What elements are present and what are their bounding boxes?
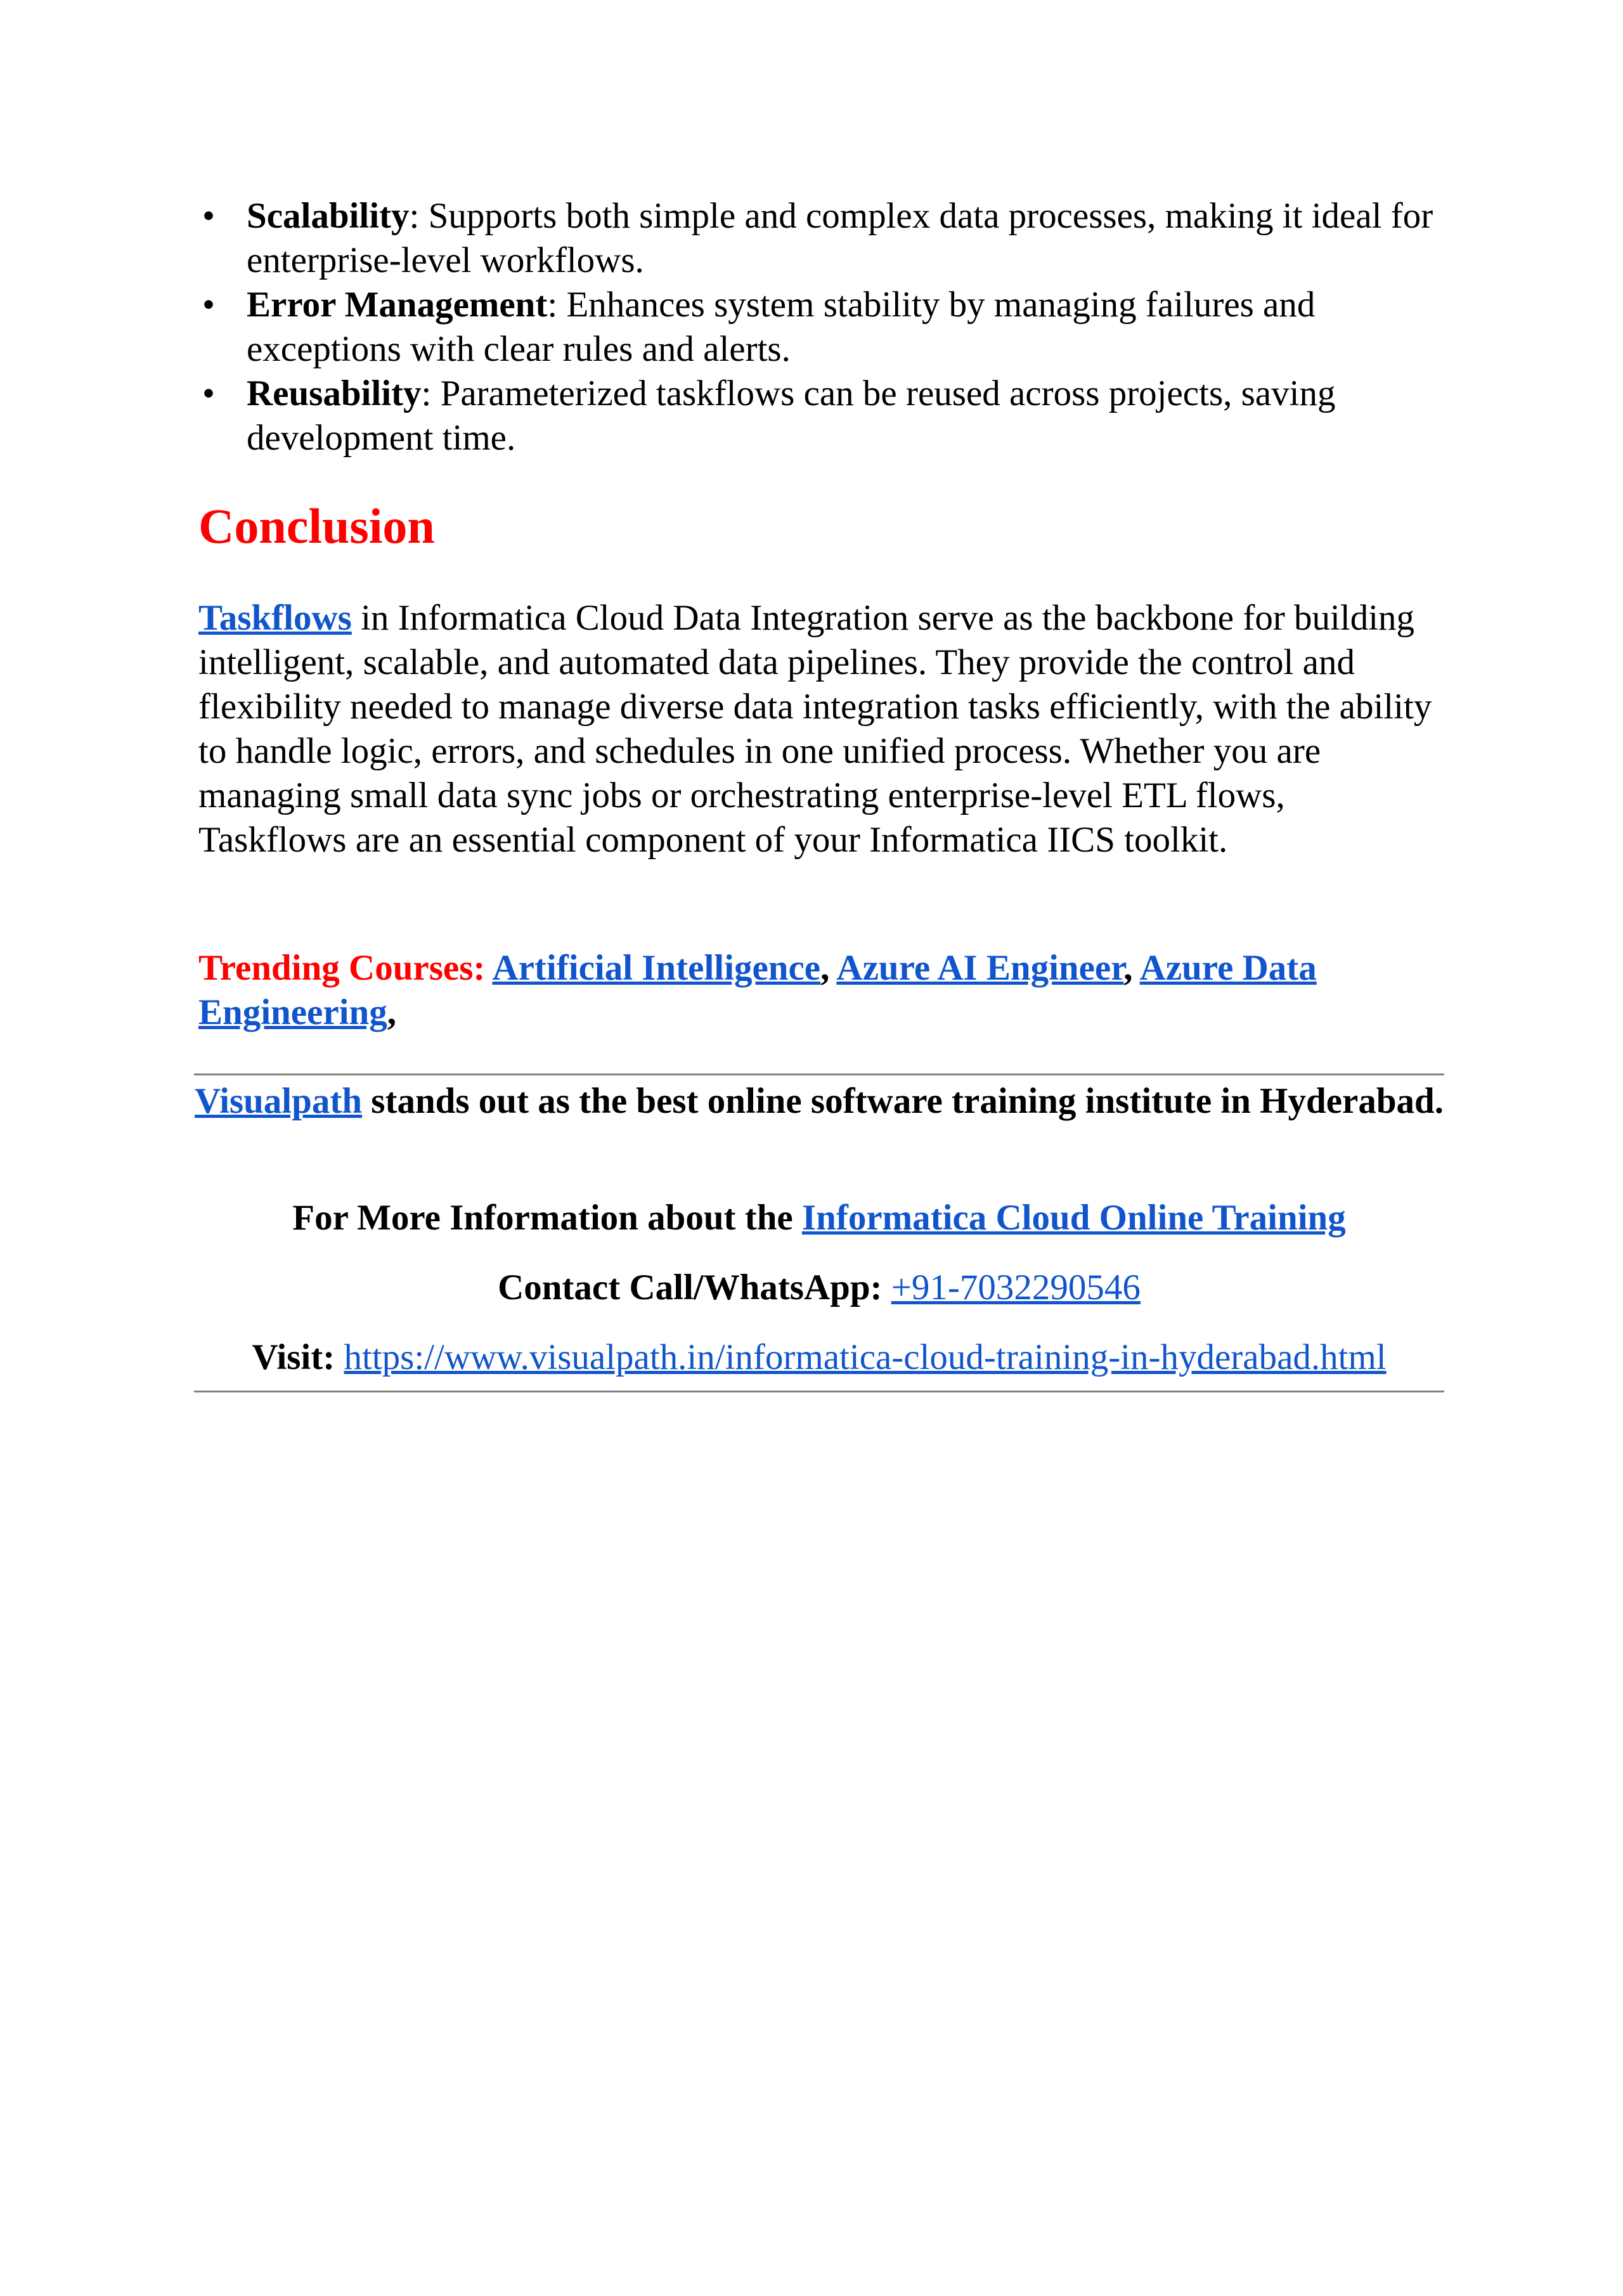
- course-separator: ,: [1123, 948, 1140, 988]
- course-link-azure-ai-engineer[interactable]: Azure AI Engineer: [836, 948, 1124, 988]
- website-link[interactable]: https://www.visualpath.in/informatica-cloud-training-in-hyderabad.html: [344, 1337, 1387, 1377]
- contact-label: Contact Call/WhatsApp:: [498, 1268, 891, 1307]
- benefits-list: [198, 194, 1441, 460]
- training-link[interactable]: Informatica Cloud Online Training: [801, 1198, 1346, 1238]
- footer-top-divider: [194, 1073, 1444, 1075]
- bullet-term: Scalability: [247, 196, 410, 236]
- conclusion-text: in Informatica Cloud Data Integration serve as the backbone for building intelligent, scalable, and automated data pipelines. They provide the control and flexibility needed to manage diverse data integration tasks efficiently, with the ability to handle logic, errors, and schedules in one unified process. Whether you are managing small data sync jobs or orchestrating enterprise-level ETL flows, Taskflows are an essential component of your Informatica IICS toolkit.: [198, 598, 1432, 860]
- course-link-ai[interactable]: Artificial Intelligence: [492, 948, 821, 988]
- list-item: [198, 283, 1441, 372]
- trailing-comma: ,: [387, 992, 396, 1032]
- trending-label: Trending Courses:: [198, 948, 493, 988]
- bullet-text: : Supports both simple and complex data processes, making it ideal for enterprise-level workflows.: [247, 196, 1433, 280]
- bullet-icon: •: [202, 196, 215, 236]
- brand-text: stands out as the best online software training institute in Hyderabad.: [362, 1081, 1444, 1121]
- info-label: For More Information about the: [292, 1198, 802, 1238]
- footer-contact-line: [194, 1266, 1444, 1310]
- footer-bottom-divider: [194, 1391, 1444, 1392]
- conclusion-heading: Conclusion: [198, 498, 435, 554]
- bullet-icon: •: [202, 285, 215, 325]
- list-item: [198, 372, 1441, 460]
- footer-visit-line: [194, 1335, 1444, 1380]
- bullet-term: Error Management: [247, 285, 548, 325]
- bullet-text: : Enhances system stability by managing failures and exceptions with clear rules and alerts.: [247, 285, 1316, 369]
- visit-label: Visit:: [252, 1337, 344, 1377]
- taskflows-link[interactable]: Taskflows: [198, 598, 352, 638]
- footer-info-line: [194, 1196, 1444, 1240]
- conclusion-paragraph: [198, 596, 1441, 862]
- phone-link[interactable]: +91-7032290546: [891, 1268, 1141, 1307]
- list-item: [198, 194, 1441, 283]
- bullet-term: Reusability: [247, 373, 422, 413]
- course-separator: ,: [820, 948, 837, 988]
- footer-brand-line: [194, 1079, 1444, 1124]
- visualpath-link[interactable]: Visualpath: [195, 1081, 363, 1121]
- trending-courses: [198, 946, 1441, 1035]
- bullet-text: : Parameterized taskflows can be reused across projects, saving development time.: [247, 373, 1336, 458]
- bullet-icon: •: [202, 373, 215, 413]
- course-link-azure-data-engineering[interactable]: Azure Data Engineering: [198, 948, 1317, 1032]
